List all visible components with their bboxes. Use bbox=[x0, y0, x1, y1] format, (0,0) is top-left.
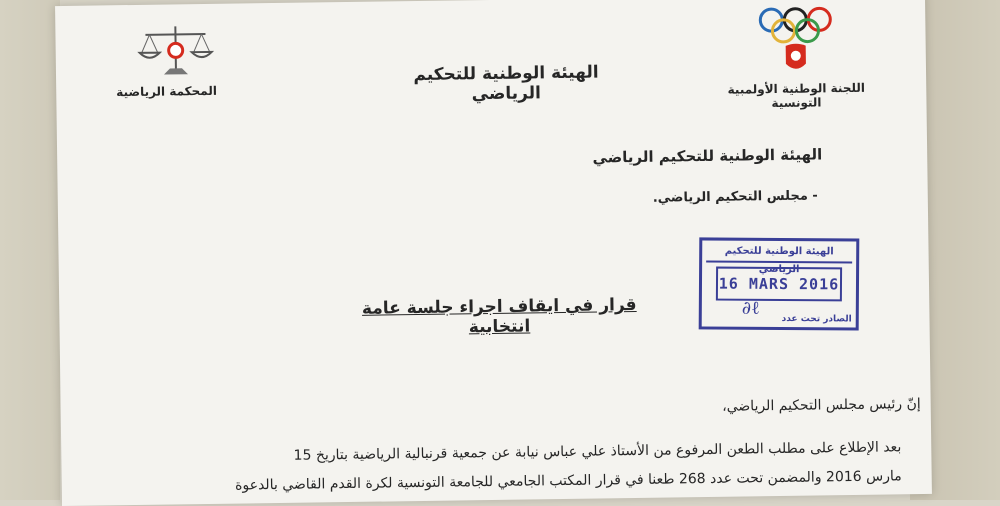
recipient-council: - مجلس التحكيم الرياضي. bbox=[652, 188, 818, 206]
scales-of-justice-icon bbox=[135, 22, 216, 83]
greeting-line: إنّ رئيس مجلس التحكيم الرياضي، bbox=[722, 396, 921, 415]
body-line-2: مارس 2016 والمضمن تحت عدد 268 طعنا في قرار المكتب الجامعي للجامعة التونسية لكرة القدم القاضي بالدعوة bbox=[235, 468, 902, 494]
date-stamp bbox=[699, 237, 860, 330]
decision-subject: قرار في ايقاف اجراء جلسة عامة انتخابية bbox=[361, 294, 637, 338]
stamp-footer: الصادر تحت عدد bbox=[781, 314, 852, 325]
document-page bbox=[55, 0, 932, 506]
desk-background-left bbox=[0, 0, 60, 500]
olympic-rings-icon bbox=[755, 3, 866, 84]
page-title: الهيئة الوطنية للتحكيم الرياضي bbox=[413, 62, 599, 105]
right-org-name: اللجنة الوطنية الأولمبية التونسية bbox=[727, 80, 866, 111]
stamp-header: الهيئة الوطنية للتحكيم الرياضي bbox=[706, 242, 852, 263]
stamp-date: 16 MARS 2016 bbox=[716, 267, 842, 302]
left-org-name: المحكمة الرياضية bbox=[116, 83, 218, 100]
recipient-org: الهيئة الوطنية للتحكيم الرياضي bbox=[592, 145, 823, 167]
body-line-1: بعد الإطلاع على مطلب الطعن المرفوع من الأستاذ علي عباس نيابة عن جمعية قرنبالية الرياضية بتاريخ 15 bbox=[293, 439, 902, 464]
stamp-signature-icon: ∂ℓ bbox=[741, 297, 760, 319]
